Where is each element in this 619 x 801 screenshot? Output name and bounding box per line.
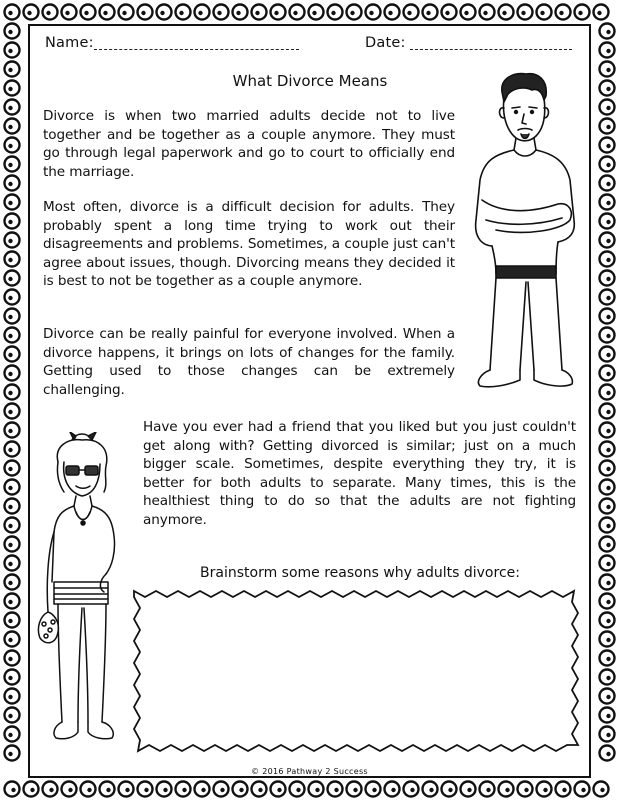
border-dot xyxy=(125,788,129,792)
border-dot xyxy=(312,11,316,15)
border-dot xyxy=(8,11,12,15)
border-dot xyxy=(106,788,110,792)
border-dot xyxy=(464,11,468,15)
border-dot xyxy=(606,581,610,585)
border-dot xyxy=(8,30,12,34)
border-dot xyxy=(8,676,12,680)
border-dot xyxy=(606,638,610,642)
border-dot xyxy=(606,239,610,243)
border-dot xyxy=(606,752,610,756)
border-dot xyxy=(606,657,610,661)
border-dot xyxy=(597,11,601,15)
border-dot xyxy=(8,714,12,718)
man-arms-crossed-illustration xyxy=(466,70,588,400)
date-label: Date: xyxy=(365,35,406,51)
border-dot xyxy=(8,543,12,547)
border-dot xyxy=(372,788,376,792)
border-dot xyxy=(606,448,610,452)
border-dot xyxy=(122,11,126,15)
border-dot xyxy=(293,11,297,15)
border-dot xyxy=(600,788,604,792)
border-dot xyxy=(8,87,12,91)
border-dot xyxy=(8,638,12,642)
border-dot xyxy=(8,410,12,414)
border-dot xyxy=(46,11,50,15)
woman-with-glasses-illustration xyxy=(34,432,134,750)
border-dot xyxy=(505,788,509,792)
border-dot xyxy=(606,467,610,471)
page-title: What Divorce Means xyxy=(232,72,388,90)
border-dot xyxy=(8,429,12,433)
border-dot xyxy=(315,788,319,792)
border-dot xyxy=(606,524,610,528)
border-dot xyxy=(8,163,12,167)
zigzag-frame xyxy=(134,591,578,751)
border-dot xyxy=(581,788,585,792)
border-dot xyxy=(8,581,12,585)
border-dot xyxy=(606,68,610,72)
name-label: Name: xyxy=(45,35,94,51)
border-dot xyxy=(236,11,240,15)
border-dot xyxy=(606,429,610,433)
border-dot xyxy=(8,182,12,186)
border-dot xyxy=(277,788,281,792)
border-dot xyxy=(483,11,487,15)
border-dot xyxy=(334,788,338,792)
brainstorm-prompt: Brainstorm some reasons why adults divorce: xyxy=(200,565,520,581)
border-dot xyxy=(8,467,12,471)
border-dot xyxy=(179,11,183,15)
border-dot xyxy=(160,11,164,15)
brainstorm-writing-box[interactable] xyxy=(128,585,584,757)
border-dot xyxy=(8,258,12,262)
paragraph-painful: Divorce can be really painful for everyone involved. When a divorce happens, it brings on lots of changes for the family. Getting used to those changes can be extremely challenging. xyxy=(43,326,455,398)
border-dot xyxy=(606,676,610,680)
border-dot xyxy=(296,788,300,792)
border-dot xyxy=(606,258,610,262)
border-dot xyxy=(27,11,31,15)
copyright-notice: © 2016 Pathway 2 Success xyxy=(251,767,368,776)
border-dot xyxy=(467,788,471,792)
border-dot xyxy=(239,788,243,792)
border-dot xyxy=(606,353,610,357)
border-dot xyxy=(540,11,544,15)
border-dot xyxy=(606,562,610,566)
border-dot xyxy=(445,11,449,15)
border-dot xyxy=(606,372,610,376)
paragraph-definition: Divorce is when two married adults decide not to live together and be together as a couple anymore. They must go through legal paperwork and go to court to officially end the marriage. xyxy=(43,108,455,180)
border-dot xyxy=(8,68,12,72)
border-dot xyxy=(429,788,433,792)
border-dot xyxy=(8,125,12,129)
border-dot xyxy=(426,11,430,15)
border-dot xyxy=(559,11,563,15)
date-field[interactable] xyxy=(410,49,572,50)
border-dot xyxy=(606,505,610,509)
border-dot xyxy=(606,182,610,186)
border-dot xyxy=(8,391,12,395)
border-dot xyxy=(606,220,610,224)
border-dot xyxy=(8,562,12,566)
border-dot xyxy=(49,788,53,792)
border-dot xyxy=(8,315,12,319)
border-dot xyxy=(163,788,167,792)
border-dot xyxy=(217,11,221,15)
border-dot xyxy=(606,714,610,718)
border-dot xyxy=(502,11,506,15)
border-dot xyxy=(606,144,610,148)
border-dot xyxy=(84,11,88,15)
paragraph-friend-comparison: Have you ever had a friend that you liked but you just couldn't get along with? Getting divorced is similar; just on a much bigger scale. Sometimes, despite everything they try, it is better for both adults to separate. Many times, this is the healthiest thing to do so that the adults are not fighting anymore. xyxy=(143,419,576,528)
border-dot xyxy=(562,788,566,792)
border-dot xyxy=(8,277,12,281)
border-dot xyxy=(606,106,610,110)
border-dot xyxy=(8,353,12,357)
border-dot xyxy=(606,410,610,414)
border-dot xyxy=(331,11,335,15)
border-dot xyxy=(30,788,34,792)
border-dot xyxy=(8,49,12,53)
border-dot xyxy=(255,11,259,15)
border-dot xyxy=(8,619,12,623)
paragraph-difficult-decision: Most often, divorce is a difficult decision for adults. They probably spent a long time trying to work out their disagreements and problems. Sometimes, a couple just can't agree about issues, though. Divorcing means they decided it is best to not be together as a couple anymore. xyxy=(43,199,455,290)
border-dot xyxy=(353,788,357,792)
border-dot xyxy=(606,125,610,129)
border-dot xyxy=(182,788,186,792)
border-dot xyxy=(8,752,12,756)
border-dot xyxy=(606,201,610,205)
border-dot xyxy=(606,163,610,167)
border-dot xyxy=(8,505,12,509)
border-dot xyxy=(258,788,262,792)
border-dot xyxy=(274,11,278,15)
border-dot xyxy=(8,201,12,205)
border-dot xyxy=(606,277,610,281)
border-dot xyxy=(8,657,12,661)
border-dot xyxy=(8,486,12,490)
border-dot xyxy=(606,30,610,34)
border-dot xyxy=(8,144,12,148)
border-dot xyxy=(448,788,452,792)
border-dot xyxy=(103,11,107,15)
border-dot xyxy=(578,11,582,15)
border-dot xyxy=(606,619,610,623)
border-dot xyxy=(524,788,528,792)
border-dot xyxy=(8,296,12,300)
border-dot xyxy=(8,733,12,737)
border-dot xyxy=(606,486,610,490)
border-dot xyxy=(369,11,373,15)
border-dot xyxy=(388,11,392,15)
border-dot xyxy=(65,11,69,15)
name-field[interactable] xyxy=(94,49,299,50)
border-dot xyxy=(8,372,12,376)
border-dot xyxy=(8,695,12,699)
border-dot xyxy=(8,600,12,604)
border-dot xyxy=(8,106,12,110)
border-dot xyxy=(543,788,547,792)
border-dot xyxy=(198,11,202,15)
border-dot xyxy=(391,788,395,792)
border-dot xyxy=(606,49,610,53)
border-dot xyxy=(8,524,12,528)
border-dot xyxy=(521,11,525,15)
border-dot xyxy=(410,788,414,792)
border-dot xyxy=(407,11,411,15)
border-dot xyxy=(606,334,610,338)
border-dot xyxy=(606,87,610,91)
border-dot xyxy=(8,448,12,452)
border-dot xyxy=(606,315,610,319)
border-dot xyxy=(486,788,490,792)
border-dot xyxy=(87,788,91,792)
border-dot xyxy=(11,788,15,792)
border-dot xyxy=(8,220,12,224)
border-dot xyxy=(606,695,610,699)
border-dot xyxy=(144,788,148,792)
border-dot xyxy=(606,543,610,547)
border-dot xyxy=(350,11,354,15)
border-dot xyxy=(8,334,12,338)
border-dot xyxy=(68,788,72,792)
border-dot xyxy=(220,788,224,792)
border-dot xyxy=(201,788,205,792)
border-dot xyxy=(606,391,610,395)
border-dot xyxy=(606,296,610,300)
border-dot xyxy=(606,600,610,604)
border-dot xyxy=(606,733,610,737)
border-dot xyxy=(8,239,12,243)
border-dot xyxy=(141,11,145,15)
